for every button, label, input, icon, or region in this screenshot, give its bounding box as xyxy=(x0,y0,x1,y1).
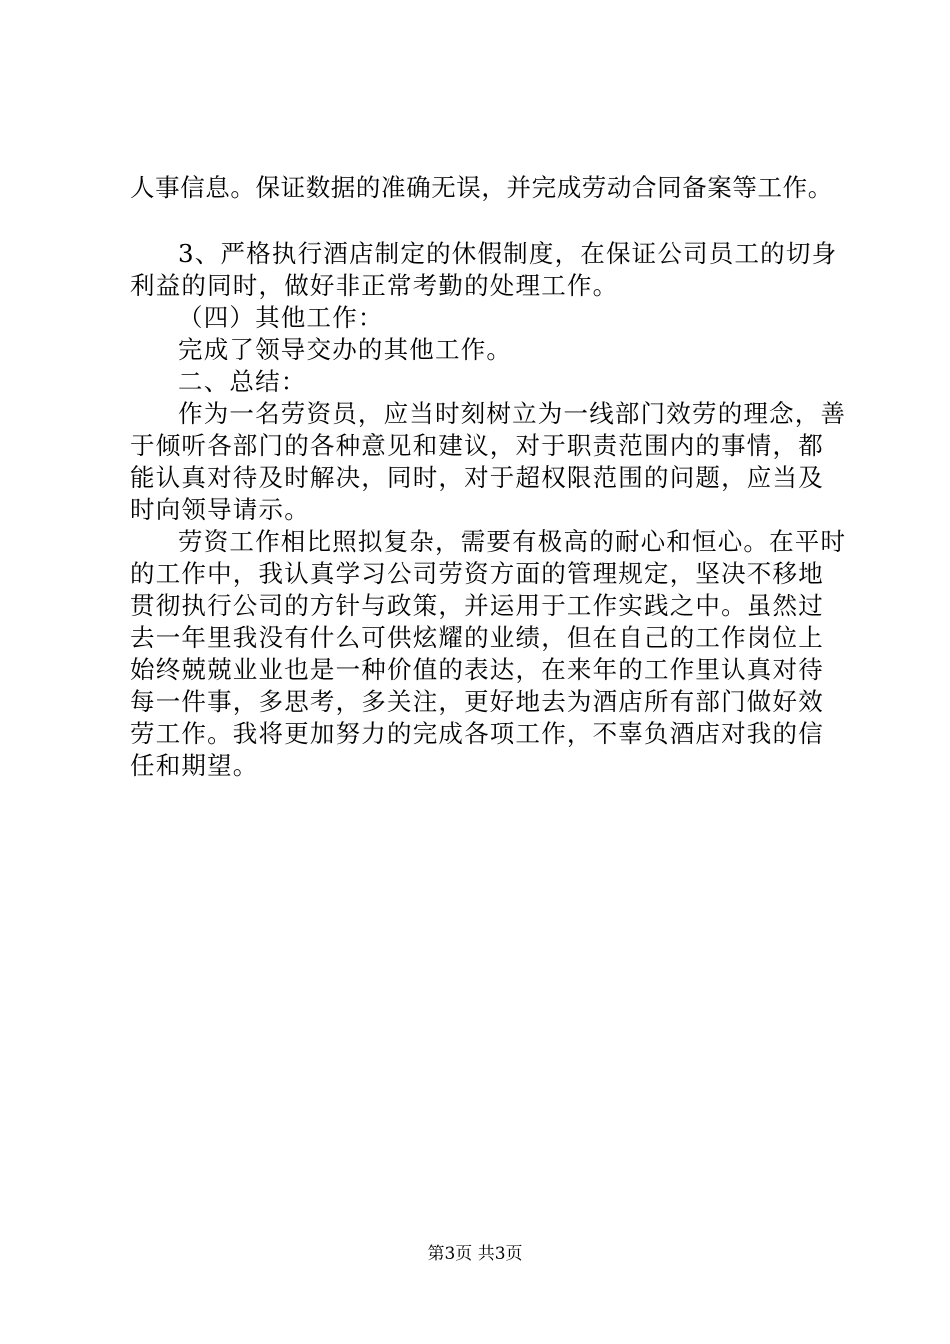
text-line: 劳工作。我将更加努力的完成各项工作，不辜负酒店对我的信 xyxy=(130,719,824,748)
text-line: 劳资工作相比照拟复杂，需要有极高的耐心和恒心。在平时 xyxy=(178,527,847,556)
text-line: 的工作中，我认真学习公司劳资方面的管理规定，坚决不移地 xyxy=(130,559,824,588)
text-line: 每一件事，多思考，多关注，更好地去为酒店所有部门做好效 xyxy=(130,687,824,716)
page-number-footer: 第3页 共3页 xyxy=(427,1244,523,1264)
section-heading: 二、总结： xyxy=(178,367,307,396)
text-line: 作为一名劳资员，应当时刻树立为一线部门效劳的理念，善 xyxy=(178,399,847,428)
text-line: 3、严格执行酒店制定的休假制度，在保证公司员工的切身 xyxy=(178,239,838,268)
text-line: 始终兢兢业业也是一种价值的表达，在来年的工作里认真对待 xyxy=(130,655,824,684)
paragraph-gap xyxy=(130,204,850,238)
text-line: 时向领导请示。 xyxy=(130,495,310,524)
text-line: 于倾听各部门的各种意见和建议，对于职责范围内的事情，都 xyxy=(130,431,824,460)
text-line: 任和期望。 xyxy=(130,751,259,780)
text-line: 人事信息。保证数据的准确无误，并完成劳动合同备案等工作。 xyxy=(130,173,833,202)
text-line: 完成了领导交办的其他工作。 xyxy=(178,335,513,364)
text-line: 去一年里我没有什么可供炫耀的业绩，但在自己的工作岗位上 xyxy=(130,623,824,652)
text-line: 能认真对待及时解决，同时，对于超权限范围的问题，应当及 xyxy=(130,463,824,492)
text-line: 贯彻执行公司的方针与政策，并运用于工作实践之中。虽然过 xyxy=(130,591,824,620)
section-heading: （四）其他工作： xyxy=(178,303,384,332)
document-body xyxy=(130,172,850,782)
text-line: 利益的同时，做好非正常考勤的处理工作。 xyxy=(130,271,619,300)
